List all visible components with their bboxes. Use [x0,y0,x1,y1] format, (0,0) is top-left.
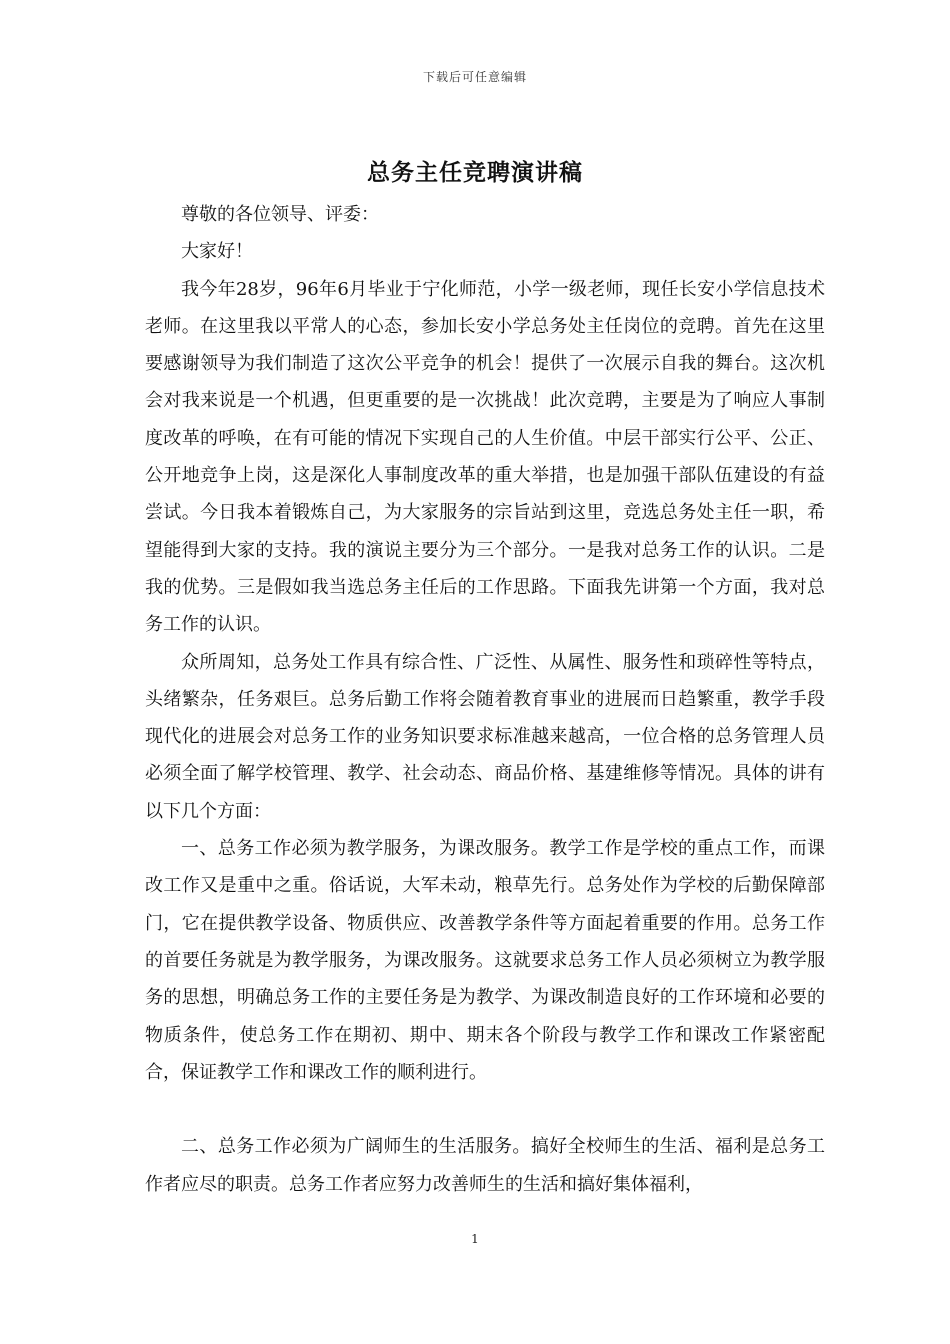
greeting: 大家好！ [181,241,253,263]
salutation: 尊敬的各位领导、评委： [181,204,379,225]
paragraph-overview: 众所周知，总务处工作具有综合性、广泛性、从属性、服务性和琐碎性等特点，头绪繁杂，任务艰巨。总务后勤工作将会随着教育事业的进展而日趋繁重，教学手段现代化的进展会对总务工作的业务知识要求标准越来越高，一位合格的总务管理人员必须全面了解学校管理、教学、社会动态、商品价格、基建维修等情况。具体的讲有以下几个方面： [145,651,825,822]
paragraph-point-one: 一、总务工作必须为教学服务，为课改服务。教学工作是学校的重点工作，而课改工作又是重中之重。俗话说，大军未动，粮草先行。总务处作为学校的后勤保障部门，它在提供教学设备、物质供应、改善教学条件等方面起着重要的作用。总务工作的首要任务就是为教学服务，为课改服务。这就要求总务工作人员必须树立为教学服务的思想，明确总务工作的主要任务是为教学、为课改制造良好的工作环境和必要的物质条件，使总务工作在期初、期中、期末各个阶段与教学工作和课改工作紧密配合，保证教学工作和课改工作的顺利进行。 [145,838,825,1083]
document-body [145,196,825,1203]
paragraph-point-two: 二、总务工作必须为广阔师生的生活服务。搞好全校师生的生活、福利是总务工作者应尽的职责。总务工作者应努力改善师生的生活和搞好集体福利， [145,1136,825,1195]
paragraph-introduction: 我今年28岁，96年6月毕业于宁化师范，小学一级老师，现任长安小学信息技术老师。在这里我以平常人的心态，参加长安小学总务处主任岗位的竞聘。首先在这里要感谢领导为我们制造了这次公平竞争的机会！提供了一次展示自我的舞台。这次机会对我来说是一个机遇，但更重要的是一次挑战！此次竞聘，主要是为了响应人事制度改革的呼唤，在有可能的情况下实现自己的人生价值。中层干部实行公平、公正、公开地竞争上岗，这是深化人事制度改革的重大举措，也是加强干部队伍建设的有益尝试。今日我本着锻炼自己，为大家服务的宗旨站到这里，竞选总务处主任一职，希望能得到大家的支持。我的演说主要分为三个部分。一是我对总务工作的认识。二是我的优势。三是假如我当选总务主任后的工作思路。下面我先讲第一个方面，我对总务工作的认识。 [145,278,825,636]
page-number: 1 [471,1232,479,1246]
header-note: 下载后可任意编辑 [422,70,527,84]
document-title: 总务主任竞聘演讲稿 [367,159,583,186]
